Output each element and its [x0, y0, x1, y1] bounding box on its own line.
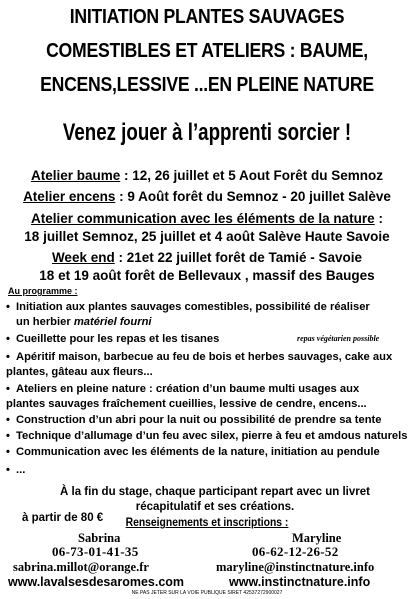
list-item: [6, 445, 410, 460]
atelier-encens-label: Atelier encens: [23, 189, 116, 204]
list-item: [6, 300, 410, 329]
weekend-label: Week end: [51, 250, 115, 265]
list-item-text: plantes, gâteau aux fleurs...: [6, 365, 153, 378]
repas-note: repas végétarien possible: [297, 334, 380, 343]
programme-label: Au programme :: [8, 286, 78, 296]
contact-website-maryline[interactable]: www.instinctnature.info: [229, 575, 371, 589]
title-line-1: INITIATION PLANTES SAUVAGES: [69, 5, 345, 28]
list-item-text: Apéritif maison, barbecue au feu de bois et herbes sauvages, cake aux: [16, 351, 393, 363]
atelier-communication-dates: 18 juillet Semnoz, 25 juillet et 4 août Salève Haute Savoie: [24, 229, 390, 244]
atelier-baume-text: : 12, 26 juillet et 5 Aout Forêt du Semnoz: [120, 168, 384, 183]
bullet-icon: •: [6, 414, 10, 426]
weekend-dates-2: 18 et 19 août forêt de Bellevaux , massif des Bauges: [39, 268, 375, 283]
conclusion-line-1: À la fin du stage, chaque participant repart avec un livret: [60, 486, 370, 498]
price: à partir de 80 €: [22, 512, 104, 524]
contact-website-sabrina[interactable]: www.lavalsesdesaromes.com: [8, 575, 185, 589]
contact-name-maryline: Maryline: [292, 531, 342, 545]
list-item-text: Initiation aux plantes sauvages comestibles, possibilité de réaliser: [16, 301, 370, 313]
contact-email-maryline[interactable]: maryline@instinctnature.info: [216, 560, 375, 574]
conclusion-line-2: récapitulatif et ses créations.: [135, 501, 295, 513]
weekend-text: : 21et 22 juillet forêt de Tamié - Savoie: [114, 250, 363, 265]
list-item: [6, 413, 410, 428]
bullet-icon: •: [6, 383, 10, 395]
atelier-communication-label: Atelier communication avec les éléments de la nature: [31, 211, 375, 226]
list-item-text: Technique d’allumage d’un feu avec silex, pierre à feu et amdous naturels: [16, 430, 408, 442]
list-item: [6, 382, 410, 411]
bullet-icon: •: [6, 464, 10, 476]
title-line-3: ENCENS,LESSIVE ...EN PLEINE NATURE: [40, 73, 374, 96]
list-item: [6, 429, 410, 444]
list-item-text: plantes sauvages fraîchement cueillies, lessive de cendre, encens...: [6, 397, 367, 410]
list-item: [6, 463, 410, 478]
list-item-text: Construction d’un abri pour la nuit ou possibilité de prendre sa tente: [16, 414, 382, 426]
bullet-icon: •: [6, 446, 10, 458]
bullet-icon: •: [6, 333, 10, 345]
bullet-icon: •: [6, 351, 10, 363]
atelier-encens: [6, 188, 408, 206]
atelier-baume-label: Atelier baume: [30, 168, 121, 183]
weekend: [6, 249, 408, 267]
title-line-2: COMESTIBLES ET ATELIERS : BAUME,: [46, 39, 368, 62]
atelier-baume: [6, 167, 408, 185]
list-item-text: Communication avec les éléments de la nature, initiation au pendule: [16, 446, 380, 458]
contact-phone-sabrina[interactable]: 06-73-01-41-35: [52, 544, 139, 559]
slogan: Venez jouer à l’apprenti sorcier !: [62, 119, 352, 146]
atelier-encens-text: : 9 Août forêt du Semnoz - 20 juillet Salève: [115, 189, 391, 204]
list-item-text: Cueillette pour les repas et les tisanes: [16, 333, 220, 345]
list-item-text: ...: [16, 464, 26, 476]
list-item-italic: matériel fourni: [73, 315, 152, 328]
footer-note: NE PAS JETER SUR LA VOIE PUBLIQUE SIRET 42537272900027: [131, 590, 283, 596]
bullet-icon: •: [6, 430, 10, 442]
atelier-communication: [6, 210, 408, 228]
contacts-heading: Renseignements et inscriptions :: [125, 517, 289, 529]
contact-name-sabrina: Sabrina: [78, 531, 121, 545]
list-item-text: un herbier: [16, 315, 74, 328]
contact-email-sabrina[interactable]: sabrina.millot@orange.fr: [13, 560, 149, 574]
atelier-communication-colon: :: [374, 211, 383, 226]
contact-phone-maryline[interactable]: 06-62-12-26-52: [252, 544, 339, 559]
bullet-icon: •: [6, 301, 10, 313]
list-item: [6, 350, 410, 379]
list-item-text: Ateliers en pleine nature : création d’un baume multi usages aux: [16, 383, 360, 395]
